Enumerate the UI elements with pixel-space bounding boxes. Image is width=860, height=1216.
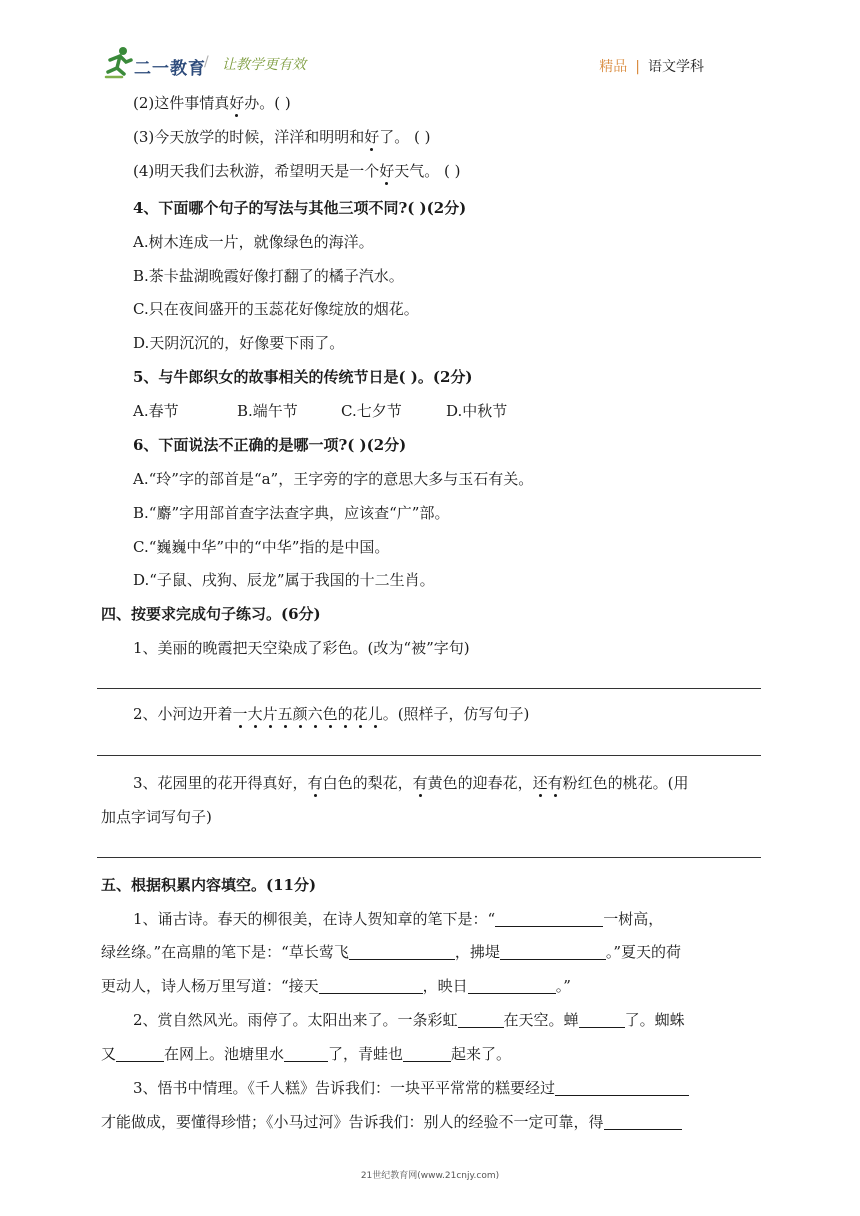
q6-option-c: C.“巍巍中华”中的“中华”指的是中国。 bbox=[133, 538, 390, 556]
section5-p1-line1: 1、诵古诗。春天的柳很美，在诗人贺知章的笔下是：“ 一树高， bbox=[133, 910, 664, 928]
section4-q3-line1: 3、花园里的花开得真好，有白色的梨花，有黄色的迎春花，还有粉红色的桃花。(用 bbox=[133, 774, 689, 792]
blank[interactable] bbox=[468, 977, 556, 994]
q3-item-2: (2)这件事情真好办。( ) bbox=[133, 94, 291, 112]
q3-item-3: (3)今天放学的时候，洋洋和明明和好了。 ( ) bbox=[133, 128, 431, 146]
blank[interactable] bbox=[319, 977, 423, 994]
blank[interactable] bbox=[579, 1011, 625, 1028]
blank[interactable] bbox=[349, 943, 455, 960]
blank[interactable] bbox=[116, 1045, 164, 1062]
blank[interactable] bbox=[458, 1011, 504, 1028]
section5-p2-line1: 2、赏自然风光。雨停了。太阳出来了。一条彩虹 在天空。蝉 了。蜘蛛 bbox=[133, 1011, 685, 1029]
header-subject bbox=[599, 56, 704, 76]
answer-line-1[interactable] bbox=[97, 688, 761, 689]
blank[interactable] bbox=[555, 1079, 689, 1096]
blank[interactable] bbox=[284, 1045, 328, 1062]
logo-text: 二一教育 bbox=[134, 59, 206, 79]
q4-option-d: D.天阴沉沉的，好像要下雨了。 bbox=[133, 334, 345, 352]
subject-label: 语文学科 bbox=[648, 59, 704, 75]
section4-q2: 2、小河边开着一大片五颜六色的花儿。(照样子，仿写句子) bbox=[133, 705, 530, 723]
q6-option-d: D.“子鼠、戌狗、辰龙”属于我国的十二生肖。 bbox=[133, 571, 435, 589]
blank[interactable] bbox=[604, 1113, 682, 1130]
answer-line-3[interactable] bbox=[97, 857, 761, 858]
q6-option-a: A.“玲”字的部首是“a”，王字旁的字的意思大多与玉石有关。 bbox=[133, 470, 534, 488]
section4-title: 四、按要求完成句子练习。(6分) bbox=[101, 605, 321, 623]
q4-stem: 4、下面哪个句子的写法与其他三项不同?( )(2分) bbox=[133, 199, 467, 217]
section5-p3-line2: 才能做成，要懂得珍惜；《小马过河》告诉我们：别人的经验不一定可靠，得 bbox=[101, 1112, 682, 1132]
answer-line-2[interactable] bbox=[97, 755, 761, 756]
logo bbox=[104, 46, 344, 82]
blank[interactable] bbox=[495, 910, 603, 927]
page-header bbox=[0, 0, 860, 86]
q4-option-b: B.茶卡盐湖晚霞好像打翻了的橘子汽水。 bbox=[133, 267, 404, 285]
section5-p2-line2: 又 在网上。池塘里水 了，青蛙也 起来了。 bbox=[101, 1045, 512, 1063]
footer-watermark: 21世纪教育网(www.21cnjy.com) bbox=[360, 1171, 500, 1181]
q5-stem: 5、与牛郎织女的故事相关的传统节日是( )。(2分) bbox=[133, 368, 473, 386]
slogan: 让教学更有效 bbox=[222, 57, 306, 73]
section5-p3-line1: 3、悟书中情理。《千人糕》告诉我们：一块平平常常的糕要经过 bbox=[133, 1078, 689, 1098]
q5-option-a: A.春节 bbox=[133, 402, 179, 420]
blank[interactable] bbox=[500, 943, 606, 960]
header-separator: | bbox=[635, 59, 640, 75]
blank[interactable] bbox=[403, 1045, 451, 1062]
section5-p1-line3: 更动人，诗人杨万里写道：“接天 ，映日 。” bbox=[101, 977, 571, 995]
section5-title: 五、根据积累内容填空。(11分) bbox=[101, 876, 317, 894]
section4-q3-line2: 加点字词写句子) bbox=[101, 808, 212, 826]
q5-option-d: D.中秋节 bbox=[446, 402, 508, 420]
quality-tag: 精品 bbox=[599, 59, 628, 75]
section4-q1: 1、美丽的晚霞把天空染成了彩色。(改为“被”字句) bbox=[133, 639, 470, 657]
runner-logo-icon bbox=[104, 46, 134, 80]
slogan-divider: / bbox=[204, 54, 209, 70]
q5-option-b: B.端午节 bbox=[237, 402, 298, 420]
q4-option-c: C.只在夜间盛开的玉蕊花好像绽放的烟花。 bbox=[133, 300, 419, 318]
section5-p1-line2: 绿丝绦。”在高鼎的笔下是：“草长莺飞 ，拂堤 。”夏天的荷 bbox=[101, 943, 682, 961]
q5-option-c: C.七夕节 bbox=[341, 402, 402, 420]
q4-option-a: A.树木连成一片，就像绿色的海洋。 bbox=[133, 233, 374, 251]
q6-option-b: B.“麝”字用部首查字法查字典，应该查“广”部。 bbox=[133, 504, 450, 522]
q3-item-4: (4)明天我们去秋游，希望明天是一个好天气。 ( ) bbox=[133, 162, 461, 180]
q6-stem: 6、下面说法不正确的是哪一项?( )(2分) bbox=[133, 436, 407, 454]
